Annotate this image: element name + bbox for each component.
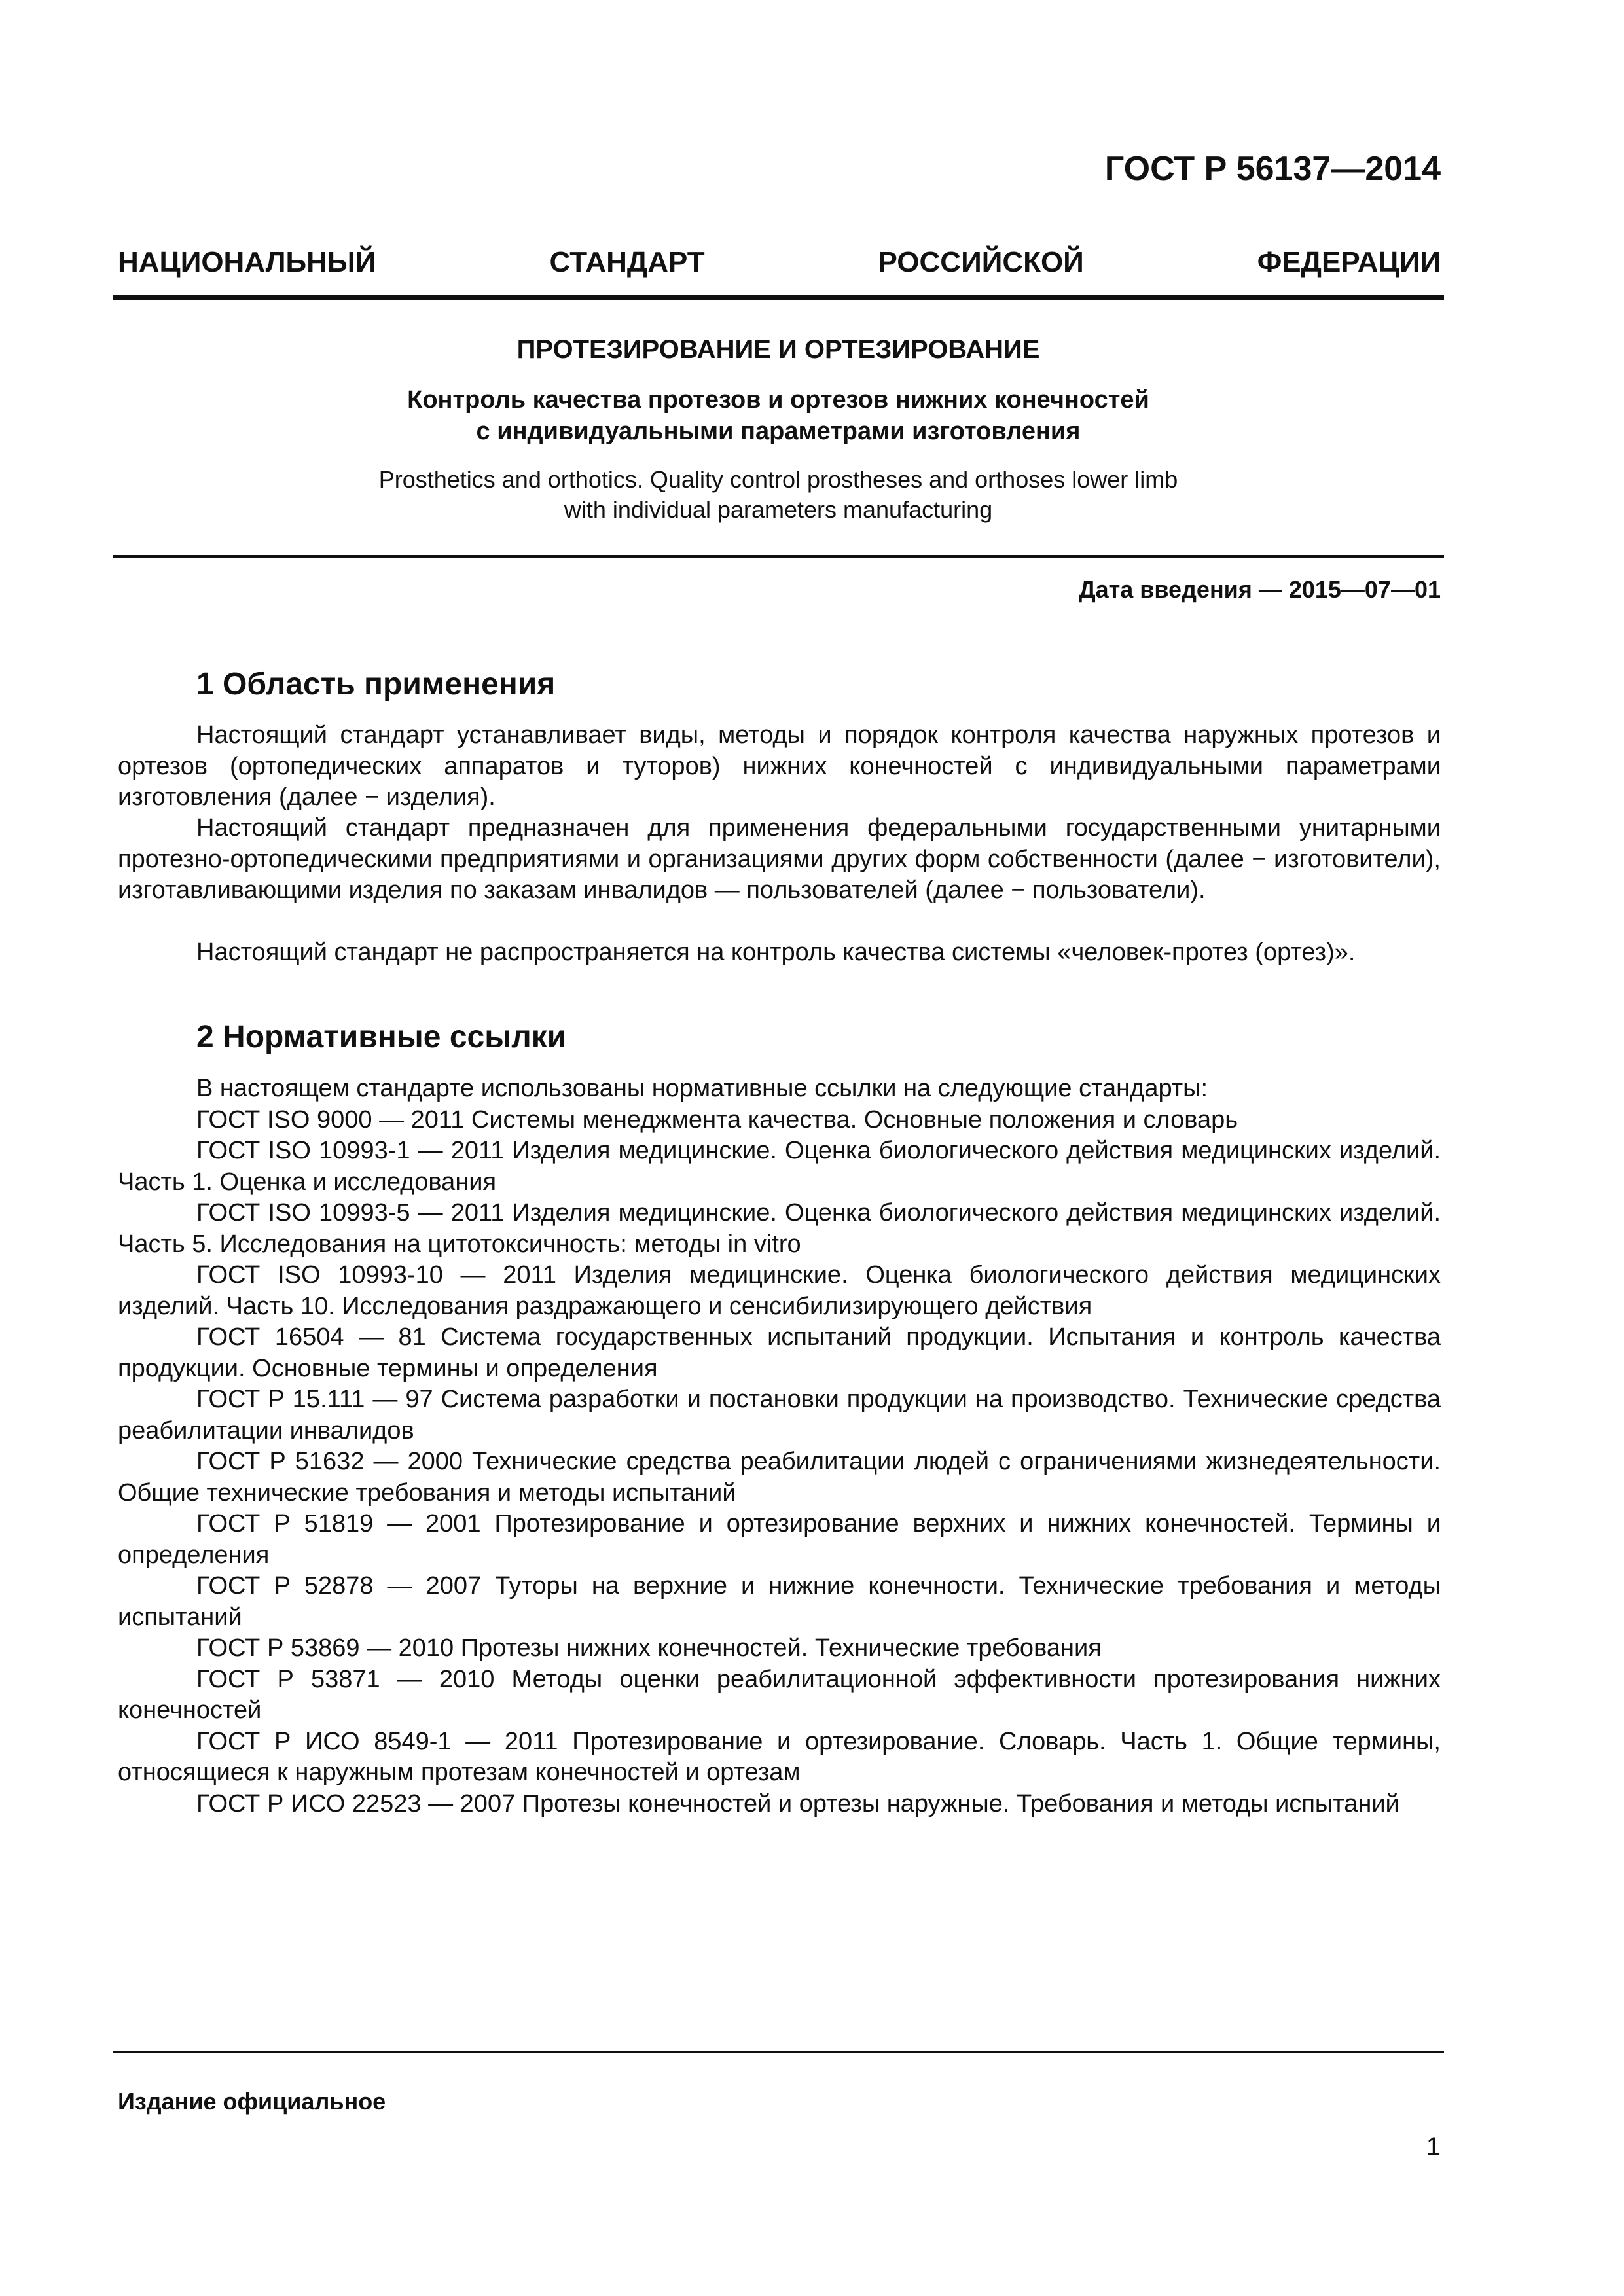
subtitle-line: с индивидуальными параметрами изготовления xyxy=(476,418,1081,445)
english-title-line: with individual parameters manufacturing xyxy=(564,496,993,523)
introduction-date: Дата введения — 2015—07—01 xyxy=(1078,576,1441,603)
english-title xyxy=(113,465,1444,525)
document-number: ГОСТ Р 56137—2014 xyxy=(1104,150,1441,188)
reference-item: ГОСТ ISO 9000 — 2011 Системы менеджмента качества. Основные положения и словарь xyxy=(196,1105,1238,1134)
banner-word: РОССИЙСКОЙ xyxy=(878,246,1084,278)
reference-item: ГОСТ Р 51819 — 2001 Протезирование и ортезирование верхних и нижних конечностей. Термины и определения xyxy=(118,1510,1441,1569)
banner-word: СТАНДАРТ xyxy=(549,246,705,278)
english-title-line: Prosthetics and orthotics. Quality control prostheses and orthoses lower limb xyxy=(378,466,1178,493)
reference-item: ГОСТ Р ИСО 22523 — 2007 Протезы конечностей и ортезы наружные. Требования и методы испытаний xyxy=(196,1789,1399,1818)
page-number: 1 xyxy=(1426,2132,1441,2161)
document-subtitle xyxy=(113,384,1444,447)
reference-item: ГОСТ Р 53871 — 2010 Методы оценки реабилитационной эффективности протезирования нижних конечностей xyxy=(118,1665,1441,1724)
national-standard-banner xyxy=(118,246,1441,279)
section-heading-scope: 1 Область применения xyxy=(196,667,556,702)
reference-item: ГОСТ ISO 10993-1 — 2011 Изделия медицинские. Оценка биологического действия медицинских изделий. Часть 1. Оценка и исследования xyxy=(118,1137,1441,1196)
reference-item: ГОСТ Р 15.111 — 97 Система разработки и постановки продукции на производство. Технические средства реабилитации инвалидов xyxy=(118,1386,1441,1444)
scope-paragraph: Настоящий стандарт предназначен для применения федеральными государственными унитарными протезно-ортопедическими предприятиями и организациями других форм собственности (далее − изготовители), изготавливающими изделия по заказам инвалидов — пользователей (далее − пользователи). xyxy=(118,814,1441,904)
scope-paragraph: Настоящий стандарт не распространяется на контроль качества системы «человек-протез (ортез)». xyxy=(196,939,1356,966)
reference-item: ГОСТ ISO 10993-5 — 2011 Изделия медицинские. Оценка биологического действия медицинских изделий. Часть 5. Исследования на цитотоксичность: методы in vitro xyxy=(118,1199,1441,1258)
document-title: ПРОТЕЗИРОВАНИЕ И ОРТЕЗИРОВАНИЕ xyxy=(516,335,1040,364)
reference-item: ГОСТ 16504 — 81 Система государственных испытаний продукции. Испытания и контроль качества продукции. Основные термины и определения xyxy=(118,1323,1441,1382)
section-heading-references: 2 Нормативные ссылки xyxy=(196,1020,567,1054)
scope-paragraph: Настоящий стандарт устанавливает виды, методы и порядок контроля качества наружных протезов и ортезов (ортопедических аппаратов и туторов) нижних конечностей с индивидуальными параметрами изготовления (далее − изделия). xyxy=(118,721,1441,811)
reference-item: ГОСТ Р 53869 — 2010 Протезы нижних конечностей. Технические требования xyxy=(196,1634,1102,1662)
title-divider xyxy=(113,555,1444,558)
banner-word: ФЕДЕРАЦИИ xyxy=(1257,246,1441,278)
reference-item: ГОСТ Р 51632 — 2000 Технические средства реабилитации людей с ограничениями жизнедеятельности. Общие технические требования и методы испытаний xyxy=(118,1448,1441,1507)
subtitle-line: Контроль качества протезов и ортезов нижних конечностей xyxy=(407,386,1149,414)
reference-item: ГОСТ Р 52878 — 2007 Туторы на верхние и нижние конечности. Технические требования и методы испытаний xyxy=(118,1572,1441,1631)
reference-item: ГОСТ ISO 10993-10 — 2011 Изделия медицинские. Оценка биологического действия медицинских изделий. Часть 10. Исследования раздражающего и сенсибилизирующего действия xyxy=(118,1261,1441,1320)
references-intro: В настоящем стандарте использованы нормативные ссылки на следующие стандарты: xyxy=(196,1075,1208,1102)
reference-item: ГОСТ Р ИСО 8549-1 — 2011 Протезирование и ортезирование. Словарь. Часть 1. Общие термины, относящиеся к наружным протезам конечностей и ортезам xyxy=(118,1727,1441,1786)
normative-references-list xyxy=(118,1073,1441,1820)
footer-divider xyxy=(113,2051,1444,2053)
official-edition-label: Издание официальное xyxy=(118,2088,386,2115)
banner-word: НАЦИОНАЛЬНЫЙ xyxy=(118,246,376,278)
header-divider xyxy=(113,295,1444,300)
